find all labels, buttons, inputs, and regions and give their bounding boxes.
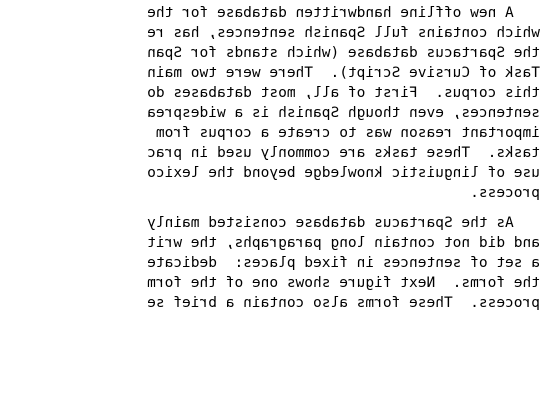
paragraph-1-line-2: which contains full Spanish sentences, has re bbox=[147, 25, 540, 41]
paragraph-2-line-3: a set of sentences in fixed places: dedicate bbox=[147, 255, 540, 271]
paragraph-2-line-4: the forms. Next figure shows one of the form bbox=[147, 275, 540, 291]
paragraph-1-line-5: this corpus. First of all, most databases do bbox=[147, 85, 540, 101]
paragraph-1-line-10: process. bbox=[470, 185, 540, 201]
paragraph-1-line-7: important reason was to create a corpus from bbox=[155, 125, 540, 141]
paragraph-1-line-9: use of linguistic knowledge beyond the lexico bbox=[147, 165, 540, 181]
paragraph-1-line-3: the Spartacus database (which stands for Span bbox=[147, 45, 540, 61]
paragraph-2-line-5: process. These forms also contain a brief se bbox=[147, 295, 540, 311]
paragraph-2-line-2: and did not contain long paragraphs, the writ bbox=[147, 235, 540, 251]
paragraph-2-line-1: As the Spartacus database consisted mainly bbox=[147, 215, 540, 231]
paragraph-1-line-1: A new offline handwritten database for the bbox=[147, 5, 540, 21]
paragraph-1-line-4: Task of Cursive Script). There were two main bbox=[147, 65, 540, 81]
paragraph-1-line-8: tasks. These tasks are commonly used in prac bbox=[147, 145, 540, 161]
paragraph-1-line-6: sentences, even though Spanish is a widesprea bbox=[147, 105, 540, 121]
